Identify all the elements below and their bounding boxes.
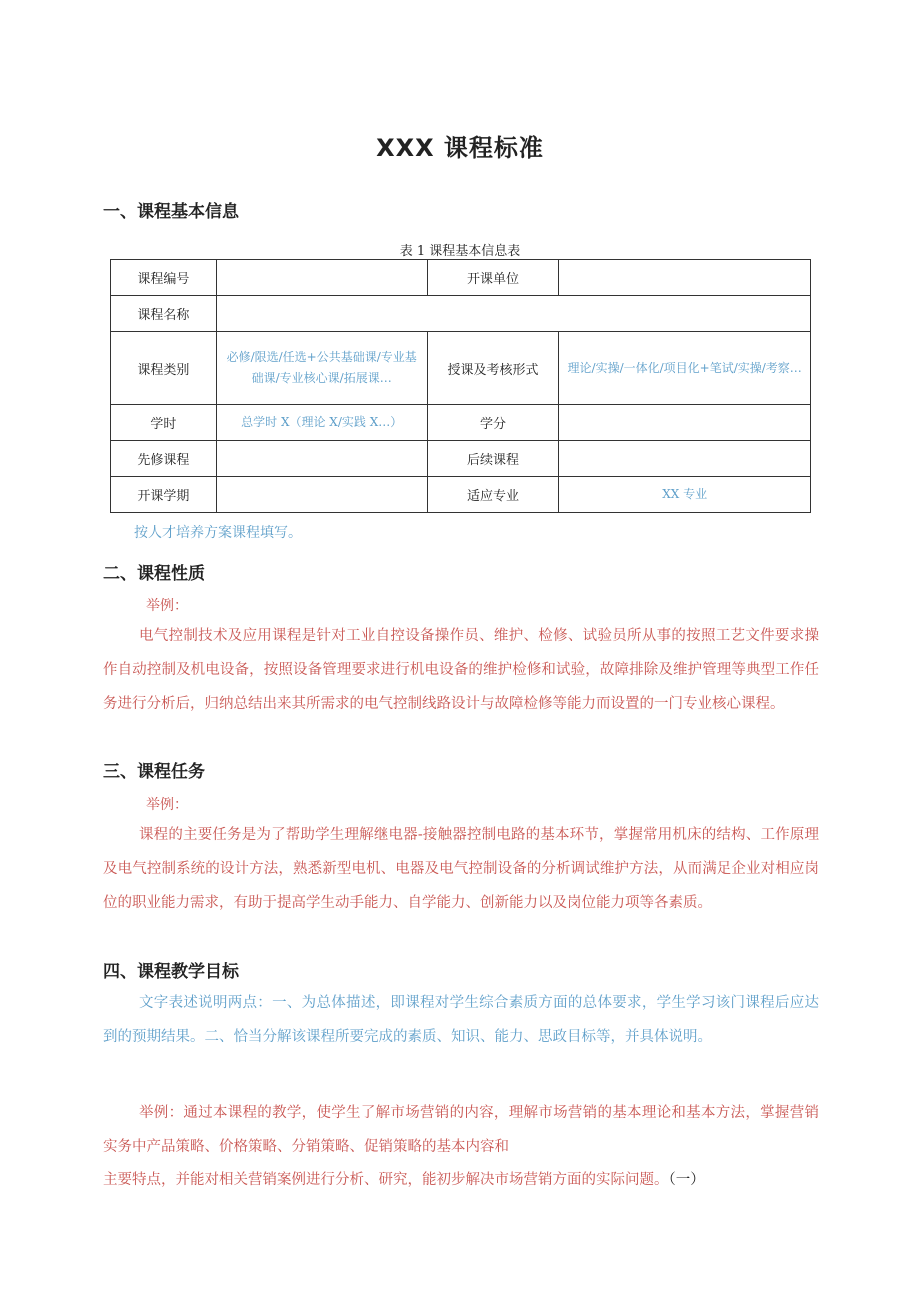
table-row — [111, 296, 811, 332]
value-course-code — [216, 260, 427, 296]
table-row — [111, 477, 811, 513]
objectives-example-last-line — [103, 1168, 705, 1189]
label-course-category: 课程类别 — [111, 332, 217, 405]
section-heading-tasks: 三、课程任务 — [103, 762, 205, 782]
page-title: XXX 课程标准 — [376, 134, 544, 162]
value-semester — [216, 477, 427, 513]
label-hours: 学时 — [111, 405, 217, 441]
example-label: 举例： — [146, 598, 188, 614]
table-note: 按人才培养方案课程填写。 — [134, 525, 302, 541]
nature-body: 电气控制技术及应用课程是针对工业自控设备操作员、维护、检修、试验员所从事的按照工艺文件要求操作自动控制及机电设备，按照设备管理要求进行机电设备的维护检修和试验，故障排除及维护管理等典型工作任务进行分析后，归纳总结出来其所需求的电气控制线路设计与故障检修等能力而设置的一门专业核心课程。 — [103, 628, 819, 712]
example-label: 举例： — [146, 797, 188, 813]
value-teaching-assessment: 理论/实操/一体化/项目化+笔试/实操/考察… — [559, 332, 811, 405]
table-row — [111, 260, 811, 296]
label-teaching-assessment: 授课及考核形式 — [427, 332, 559, 405]
value-course-name — [216, 296, 810, 332]
subsection-marker: （一） — [668, 1172, 705, 1188]
objectives-description: 文字表述说明两点：一、为总体描述，即课程对学生综合素质方面的总体要求，学生学习该门课程后应达到的预期结果。二、恰当分解该课程所要完成的素质、知识、能力、思政目标等，并具体说明。 — [103, 995, 819, 1045]
label-follow-up: 后续课程 — [427, 441, 559, 477]
label-course-name: 课程名称 — [111, 296, 217, 332]
value-follow-up — [559, 441, 811, 477]
table-caption: 表 1 课程基本信息表 — [399, 244, 521, 259]
label-credits: 学分 — [427, 405, 559, 441]
label-semester: 开课学期 — [111, 477, 217, 513]
value-hours: 总学时 X（理论 X/实践 X…） — [216, 405, 427, 441]
tasks-body: 课程的主要任务是为了帮助学生理解继电器-接触器控制电路的基本环节，掌握常用机床的结构、工作原理及电气控制系统的设计方法，熟悉新型电机、电器及电气控制设备的分析调试维护方法，从而满足企业对相应岗位的职业能力需求，有助于提高学生动手能力、自学能力、创新能力以及岗位能力项等各素质。 — [103, 827, 819, 911]
course-info-table — [110, 259, 811, 513]
label-course-code: 课程编号 — [111, 260, 217, 296]
objectives-example: 举例：通过本课程的教学，使学生了解市场营销的内容，理解市场营销的基本理论和基本方法，掌握营销实务中产品策略、价格策略、分销策略、促销策略的基本内容和 — [103, 1105, 819, 1155]
section-heading-nature: 二、课程性质 — [103, 564, 205, 584]
last-line-text: 主要特点，并能对相关营销案例进行分析、研究，能初步解决市场营销方面的实际问题。 — [103, 1172, 669, 1188]
table-row — [111, 405, 811, 441]
value-prerequisite — [216, 441, 427, 477]
label-offering-unit: 开课单位 — [427, 260, 559, 296]
value-credits — [559, 405, 811, 441]
label-prerequisite: 先修课程 — [111, 441, 217, 477]
value-offering-unit — [559, 260, 811, 296]
value-applicable-major: XX 专业 — [559, 477, 811, 513]
value-course-category: 必修/限选/任选+公共基础课/专业基础课/专业核心课/拓展课… — [216, 332, 427, 405]
section-heading-basic-info: 一、课程基本信息 — [103, 202, 239, 222]
table-row — [111, 441, 811, 477]
table-row — [111, 332, 811, 405]
section-heading-objectives: 四、课程教学目标 — [103, 962, 239, 982]
label-applicable-major: 适应专业 — [427, 477, 559, 513]
